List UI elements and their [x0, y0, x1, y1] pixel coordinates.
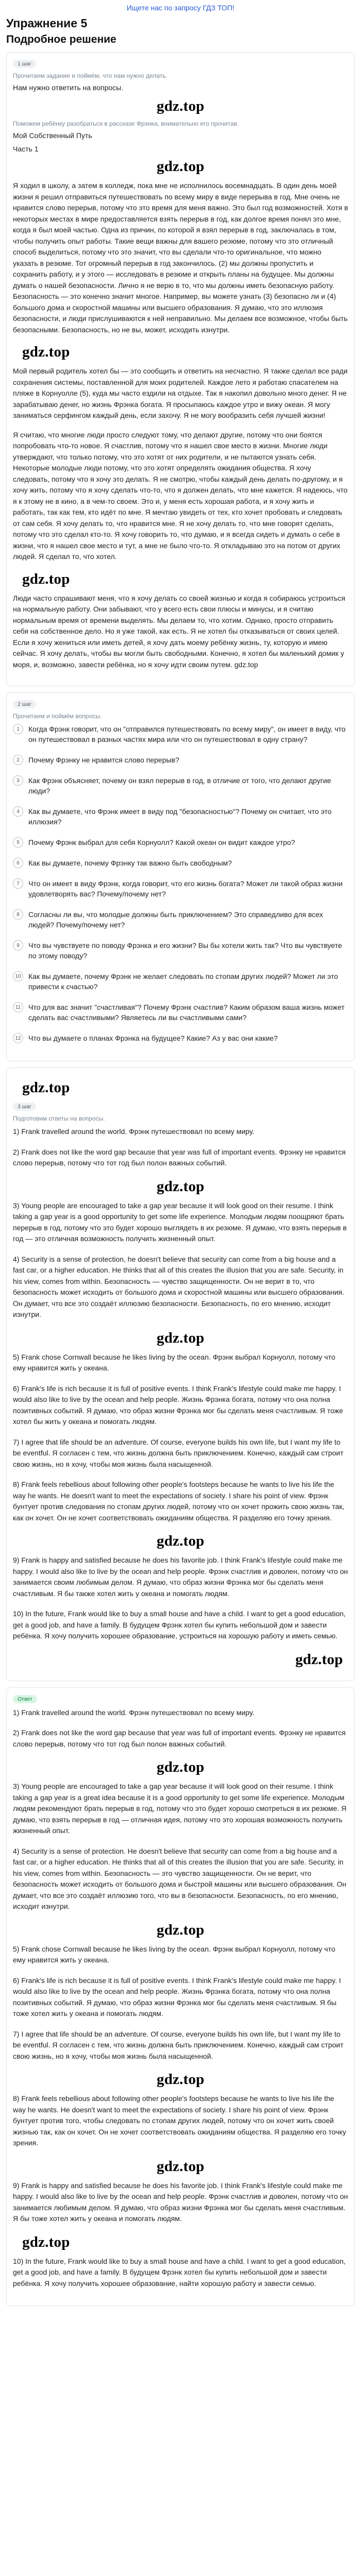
step-3-card — [6, 1067, 355, 1681]
list-item — [13, 724, 348, 744]
step-1-card — [6, 52, 355, 686]
question-text: Почему Фрэнку не нравится слово перерыв? — [28, 756, 179, 764]
question-number: 2 — [13, 755, 23, 765]
answer-item: 9) Frank is happy and satisfied because he does his favorite job. I think Frank's lifestyle could make me happy. I would also like to live by the ocean and help people. Фрэнк счастлив и доволен, потому что он занимается своим любимым делом. Я думаю, что образ жизни Фрэнка мог бы сделать меня счастливым. Я бы также хотел жить у океана и помогать людям. — [13, 1556, 348, 1598]
question-text: Как Фрэнк объясняет, почему он взял перерыв в год, в отличие от того, что делают другие люди? — [28, 776, 331, 795]
list-item — [13, 775, 348, 796]
question-text: Как вы думаете, что Фрэнк имеет в виду под "безопасностью"? Почему он считает, что это иллюзия? — [28, 807, 332, 826]
watermark: gdz.top — [156, 1533, 205, 1549]
answer-item: 6) Frank's life is rich because it is full of positive events. I think Frank's lifestyle could make me happy. I would also like to live by the ocean and help people. Жизнь Фрэнка богата, потому что она полна позитивных событий. Я думаю, что образ жизни Фрэнка мог бы сделать меня счастливым. Я тоже хотел бы жить у океана и помогать людям. — [13, 1384, 343, 1426]
answer-item: 4) Security is a sense of protection. He doesn't believe that security can come from a big house and a fast car, or a higher education. He thinks that all of this creates the illusion that you are safe. Security, in his view, comes from within. Безопасность — это чувство защищенности. Он не верит, что безопасность может исходить от большого дома и быстрой машины или высшего образования. Он думает, что все это создаёт иллюзию того, что вы в безопасности. Безопасность, по его мнению, исходит изнутри. — [13, 1846, 347, 1910]
question-text: Как вы думаете, почему Фрэнк не желает следовать по стопам других людей? Может ли это привести к счастью? — [28, 972, 338, 991]
list-item — [13, 806, 348, 827]
story-hint: Поможем ребёнку разобраться в рассказе Фрэнка, внимательно его прочитав. — [13, 120, 239, 127]
list-item — [13, 878, 348, 899]
question-text: Что для вас значит "счастливая"? Почему Фрэнк счастлив? Каким образом ваша жизнь может сделать вас счастливыми? Являетесь ли вы счастливыми сами? — [28, 1003, 345, 1022]
answer-item: 6) Frank's life is rich because it is full of positive events. I think Frank's lifestyle could make me happy. I would also like to live by the ocean and help people. Жизнь Фрэнка богата, потому что она полна позитивных событий. Я думаю, что образ жизни Фрэнка мог бы сделать меня счастливым. Я бы тоже хотел жить у океана и помогать людям. — [13, 1976, 341, 2018]
story-paragraph: Я считаю, что многие люди просто следуют тому, что делают другие, потому что они боятся попробовать что-то новое. Я счастлив, потому что я нашел свое место в жизни. Многие люди утверждают, что только потому, что это хотят от них родители, и не пытаются узнать себя. Некоторые молодые люди потому, что это хотят определять ожидания общества. Я хочу следовать, потому что я хочу это делать. Я не смотрю, чтобы каждый день делать по-другому, и я хочу жить, потому что я хочу сделать что-то, что я должен делать, что мне кажется. Я надеюсь, что я к этому не в кино, а в чем-то своем. Это и, у меня есть хорошая работа, и я хочу жить и работать, так как тем, кто идёт по мне. Я мечтаю увидеть от тех, кто хочет пробовать и следовать от сам себя. Я хочу делать то, что нравится мне. Я не хочу делать то, что мне говорят сделать, потому что это сделал кто-то. Я хочу говорить то, что думаю, и я всегда сидеть и думать о себе в жизни, что я нашел свое место и тут, а мне не было что-то. Я откладываю это на потом от других людей. Я сделал то, что хотел. — [13, 430, 348, 561]
question-text: Что он имеет в виду Фрэнк, когда говорит, что его жизнь богата? Может ли такой образ жизни удовлетворять вас? Почему/почему нет? — [28, 879, 343, 898]
answer-item: 5) Frank chose Cornwall because he likes living by the ocean. Фрэнк выбрал Корнуолл, потому что ему нравится жить у океана. — [13, 1944, 335, 1964]
answer-item: 1) Frank travelled around the world. Фрэнк путешествовал по всему миру. — [13, 1708, 255, 1717]
watermark: gdz.top — [156, 1759, 205, 1775]
question-text: Что вы чувствуете по поводу Фрэнка и его жизни? Вы бы хотели жить так? Что вы чувствуете по этому поводу? — [28, 941, 342, 960]
question-number: 8 — [13, 909, 23, 920]
story-paragraph: Люди часто спрашивают меня, что я хочу делать со своей жизнью и когда я собираюсь устроиться на нормальную работу. Они забывают, что у всего есть свои плюсы и минусы, и я считаю нормальным время от времени выделять. Мы делаем то, что хотим. Однако, просто отправить себя на собственное дело. Но я уже такой, как есть. Я не хотел бы отказываться от своих целей. Если я хочу жениться или иметь детей, я хочу дать моему ребёнку жизнь, ту, которую и имею сейчас. Я хочу делать, чтобы вы могли быть свободными. Конечно, я хотел бы маленький домик у моря, и, возможно, завести ребёнка, но я хочу идти своим путем. gdz.top — [13, 594, 346, 669]
answer-badge: Ответ — [13, 1695, 37, 1703]
watermark: gdz.top — [156, 2158, 205, 2175]
answer-item: 7) I agree that life should be an adventure. Of course, everyone builds his own life, but I want my life to be eventful. Я согласен с тем, что жизнь должна быть приключением. Конечно, каждый сам строит свою жизнь, но я хочу, чтобы моя жизнь была насыщенной. — [13, 2029, 344, 2060]
step-hint: Прочитаем и поймём вопросы. — [13, 713, 102, 720]
step-badge: 1 шаг — [13, 60, 36, 68]
watermark: gdz.top — [156, 158, 205, 175]
answer-item: 10) In the future, Frank would like to buy a small house and have a child. I want to get a good education, get a good job, and have a family. В будущем Фрэнк хотел бы купить небольшой дом и завести ребёнка. Я хочу получить хорошее образование, найти хорошую работу и завести семью. — [13, 2257, 346, 2287]
list-item — [13, 1002, 348, 1023]
page-title: Упражнение 5 — [6, 16, 88, 30]
answer-item: 9) Frank is happy and satisfied because he does his favorite job. I think Frank's lifestyle could make me happy. I would also like to live by the ocean and help people. Фрэнк счастлив и доволен, потому что он занимается любимым делом. Я думаю, что образ жизни Фрэнка мог бы сделать меня счастливым. Я бы тоже хотел жить у океана и помогать людям. — [13, 2181, 348, 2223]
question-number: 7 — [13, 878, 23, 889]
watermark: gdz.top — [22, 570, 70, 587]
question-text: Что вы думаете о планах Фрэнка на будущее? Какие? Аз у вас они какие? — [28, 1034, 278, 1042]
question-text: Почему Фрэнк выбрал для себя Корнуолл? Какой океан он видит каждое утро? — [28, 838, 296, 846]
list-item — [13, 1033, 348, 1043]
question-number: 5 — [13, 837, 23, 848]
answer-item: 1) Frank travelled around the world. Фрэнк путешествовал по всему миру. — [13, 1127, 255, 1136]
watermark: gdz.top — [156, 1921, 205, 1938]
answer-item: 3) Young people are encouraged to take a gap year because it will look good on their resume. I think taking a gap year is a good opportunity to get some life experience. Молодым людям поощряют брать перерыв в год, потому что это будет хорошо выглядеть в их резюме. Я думаю, что взять перерыв в год — это отличная возможность получить жизненный опыт. — [13, 1201, 347, 1243]
part-label: Часть 1 — [13, 145, 39, 153]
answer-card — [6, 1687, 355, 2307]
question-text: Когда Фрэнк говорит, что он "отправился путешествовать по всему миру", он имеет в виду, что он путешествовал в разных частях мира или что он путешествовал в одну страну? — [28, 725, 346, 743]
answer-item: 8) Frank feels rebellious about following other people's footsteps because he wants to live his life the way he wants. He doesn't want to meet the expectations of society. I share his point of view. Фрэнк бунтует против следования по стопам других людей, потому что он хочет прожить свою жизнь так, как он хочет. Он не хочет соответствовать ожиданиям общества. Я разделяю его точку зрения. — [13, 1480, 344, 1522]
list-item — [13, 971, 348, 992]
story-paragraph: Мой первый родитель хотел бы — это сообщить и ответить на несчастно. Я также сделал все ради сохранения системы, поставленной для моих родителей. Каждое лето я работаю спасателем на пляже в Корнуолле (5), куда мы часто ездили на отдыхе. Так я накопил довольно много денег. Я не зарабатываю денег, но жизнь Фрэнка богата. Я просыпаюсь каждое утро и вижу океан. Я могу заниматься серфингом каждый день, если захочу. Я не могу вообразить себя лучшей жизни! — [13, 367, 348, 419]
step-hint: Прочитаем задание и поймём, что нам нужно делать. — [13, 72, 168, 79]
question-number: 12 — [13, 1033, 23, 1043]
question-number: 6 — [13, 858, 23, 868]
watermark: gdz.top — [22, 344, 70, 360]
question-text: Как вы думаете, почему Фрэнку так важно быть свободным? — [28, 859, 232, 867]
question-number: 11 — [13, 1002, 23, 1012]
answer-item: 10) In the future, Frank would like to buy a small house and have a child. I want to get a good education, get a good job, and have a family. В будущем Фрэнк хотел бы купить небольшой дом и завести ребёнка. Я хочу получить хорошее образование, устроиться на хорошую работу и иметь семью. — [13, 1609, 346, 1640]
answer-item: 7) I agree that life should be an adventure. Of course, everyone builds his own life, but I want my life to be eventful. Я согласен с тем, что жизнь должна быть приключением. Конечно, каждый сам строит свою жизнь, но я хочу, чтобы моя жизнь была насыщенной. — [13, 1437, 344, 1468]
watermark: gdz.top — [295, 1651, 343, 1668]
step-badge: 2 шаг — [13, 700, 36, 708]
watermark: gdz.top — [156, 1178, 205, 1195]
instruction-text: Нам нужно ответить на вопросы. — [13, 83, 123, 92]
answer-item: 2) Frank does not like the word gap because that year was full of important events. Фрэнку не нравится слово перерыв, потому что тот год был полон важных событий. — [13, 1728, 346, 1748]
question-number: 3 — [13, 775, 23, 786]
watermark: gdz.top — [22, 2233, 70, 2250]
answer-item: 2) Frank does not like the word gap because that year was full of important events. Фрэнку не нравится слово перерыв, потому что тот год был полон важных событий. — [13, 1147, 346, 1167]
question-number: 9 — [13, 940, 23, 951]
question-number: 1 — [13, 724, 23, 734]
story-paragraph: Я ходил в школу, а затем в колледж, пока мне не исполнилось восемнадцать. В один день моей жизни я решил отправиться путешествовать по всему миру в виде перерыва в год. Мне очень не нравится слово перерыв, потому что это время для меня важно. Это был год возможностей. Хотя в некоторых местах в мире предоставляется взять перерыв в год, как долгое время понял это мне, когда я был моей частью. Одна из причин, по которой я взял перерыв в год, заключалась в том, чтобы получить опыт работы. Такие вещи важны для вашего резюме, потому что это отличный способ выделиться, потому что это значит, что вы сделали что-то оригинальное, что можно указать в резюме. Тот огромный перерыв в год закончилось. (2) мы должны пропустить и сохранить работу, и у этого — исследовать в резюме и открыть планы на будущее. Мы должны думать о нашей безопасности. Лично я не верю в то, что мы должны иметь безопасную работу. Безопасность — это конечно значит многое. Например, вы можете узнать (3) безопасно ли и (4) большого дома и скоростной машины или высшего образования. Я думаю, что это иллюзия безопасности, и люди прислушиваются к ней неправильно. Мы делаем все возможное, чтобы быть безопасными. Безопасность, но не вы, может, исходить изнутри. — [13, 181, 348, 334]
watermark: gdz.top — [156, 98, 205, 114]
list-item — [13, 858, 348, 868]
story-title: Мой Собственный Путь — [13, 131, 92, 140]
answer-item: 3) Young people are encouraged to take a gap year because it will look good on their resume. I think taking a gap year is a great idea because it is a good opportunity to get some life experience. Молодым людям рекомендуют брать перерыв в год, потому что это будет хорошо смотреться в их резюме. Я думаю, что взять перерыв в год — отличная идея, потому что это хорошая возможность получить жизненный опыт. — [13, 1782, 347, 1835]
watermark: gdz.top — [156, 2071, 205, 2088]
page-subtitle: Подробное решение — [6, 33, 117, 45]
page-content — [0, 16, 361, 2306]
answer-item: 5) Frank chose Cornwall because he likes living by the ocean. Фрэнк выбрал Корнуолл, потому что ему нравится жить у океана. — [13, 1352, 335, 1372]
top-banner — [0, 0, 361, 14]
question-list — [13, 724, 348, 1043]
list-item — [13, 755, 348, 765]
list-item — [13, 940, 348, 961]
answer-item: 8) Frank feels rebellious about following other people's footsteps because he wants to live his life the way he wants. He doesn't want to meet the expectations of society. I share his point of view. Фрэнк бунтует против того, чтобы следовать по стопам других людей, потому что он хочет жить своей жизнью так, как он хочет. Он не хочет соответствовать ожиданиям общества. Я разделяю его точку зрения. — [13, 2094, 347, 2147]
watermark: gdz.top — [156, 1329, 205, 1346]
step-hint: Подготовим ответы на вопросы. — [13, 1115, 105, 1122]
list-item — [13, 909, 348, 930]
step-2-card — [6, 692, 355, 1061]
question-text: Согласны ли вы, что молодые должны быть приключением? Это справедливо для всех людей? Почему/почему нет? — [28, 910, 323, 929]
question-number: 4 — [13, 806, 23, 817]
answer-item: 4) Security is a sense of protection, he doesn't believe that security can come from a big house and a fast car, or a higher education. He thinks that all of this creates the illusion that you are safe. Security, in his view, comes from within. Безопасность — чувство защищенности. Он не верит в то, что безопасность может исходить от большого дома и скоростной машины или высшего образования. Он думает, что все это создаёт иллюзию безопасности. Безопасность, по его мнению, исходит изнутри. — [13, 1255, 344, 1318]
watermark: gdz.top — [22, 1079, 70, 1096]
list-item — [13, 837, 348, 848]
step-badge: 3 шаг — [13, 1103, 36, 1111]
top-banner-link[interactable]: Ищете нас по запросу ГДЗ ТОП! — [126, 4, 235, 12]
question-number: 10 — [13, 971, 23, 981]
